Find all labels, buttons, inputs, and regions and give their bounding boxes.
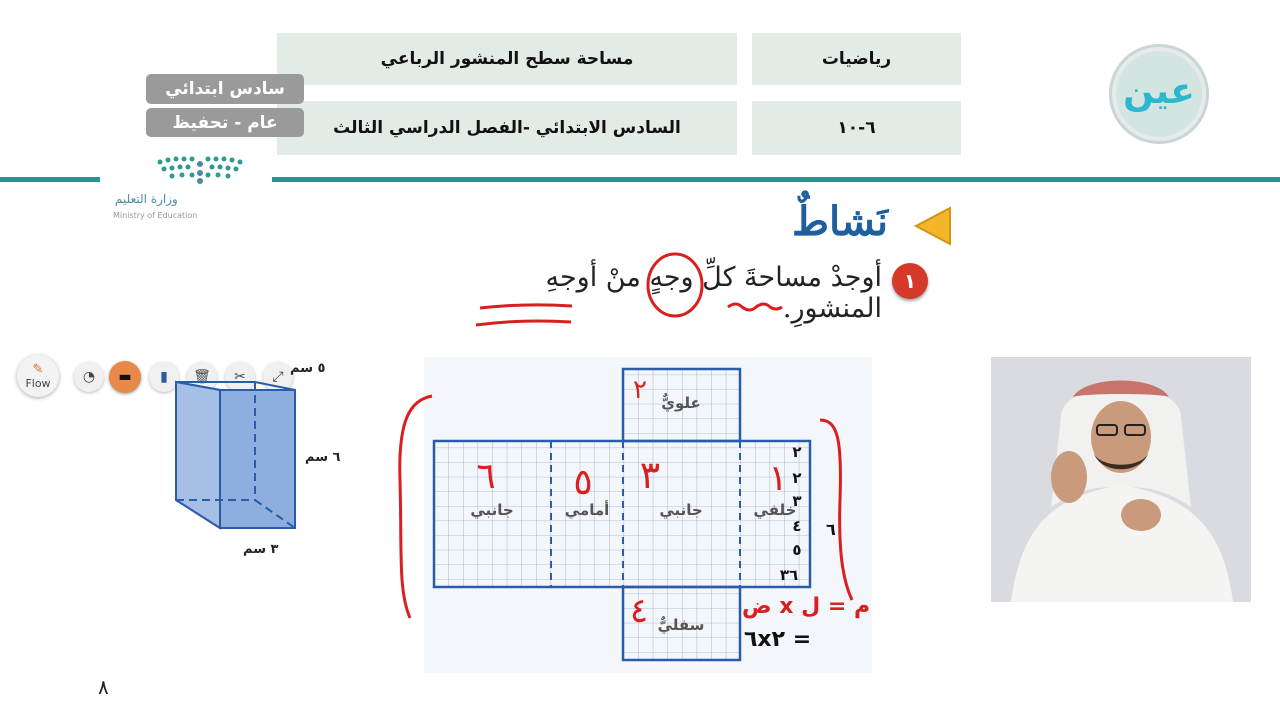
arrow-icon [912, 204, 952, 248]
channel-logo [1109, 44, 1209, 144]
count-item: ٤ [792, 517, 802, 535]
question-text: أوجدْ مساحةَ كلِّ وجهٍ منْ أوجهِ المنشورِ. [545, 262, 882, 324]
prism-dim-bottom: ٣ سم [243, 542, 279, 557]
face-top-label: علويٌّ [661, 394, 701, 412]
page-number: ٨ [98, 675, 109, 699]
flow-label: Flow [25, 377, 51, 390]
hand-number-back: ١ [768, 458, 788, 499]
face-back-label: خلفي [753, 501, 797, 519]
face-front-label: أمامي [564, 501, 610, 519]
clock-icon: ◔ [82, 369, 96, 385]
ministry-logo-icon [152, 152, 248, 186]
face-bottom-label: سفليٌّ [657, 616, 705, 634]
header-divider-right [272, 177, 1280, 182]
lesson-code: ٦-١٠ [752, 101, 961, 155]
interpreter-video [991, 357, 1251, 602]
channel-logo-text: عين [1123, 71, 1195, 112]
interpreter-figure [991, 357, 1251, 602]
area-calc: = ٦x٢ [744, 627, 812, 652]
subject-label: رياضيات [752, 33, 961, 85]
clock-button[interactable] [74, 362, 104, 392]
activity-title: نَشاطٌ [792, 198, 888, 245]
face-side-middle-label: جانبي [659, 501, 703, 519]
pen-icon: ✎ [32, 362, 44, 377]
marker-icon: ▮ [160, 369, 168, 385]
hand-number-top: ٢ [633, 375, 647, 405]
flow-button[interactable] [17, 355, 59, 397]
scissors-icon: ✂ [234, 369, 246, 385]
ministry-name-en: Ministry of Education [113, 211, 198, 220]
hand-number-bottom: ٤ [629, 591, 649, 631]
hand-number-front: ٥ [573, 462, 593, 503]
prism-dim-right: ٦ سم [305, 450, 341, 465]
trash-icon: 🗑 [193, 369, 211, 385]
question-number: ١ [892, 263, 928, 299]
track-tag: عام - تحفيظ [146, 108, 304, 137]
count-item: ٢ [792, 469, 802, 487]
count-item: ٣٦ [779, 566, 799, 584]
question-annotations [450, 245, 900, 335]
hand-number-left: ٦ [476, 456, 496, 497]
lesson-title: مساحة سطح المنشور الرباعي [277, 33, 737, 85]
count-item: ٣ [792, 492, 802, 510]
count-item: ٥ [792, 541, 802, 559]
count-item: ٢ [792, 443, 802, 461]
header-divider-left [0, 177, 100, 182]
eraser-button[interactable] [109, 361, 141, 393]
area-formula: م = ل x ض [742, 594, 871, 619]
ministry-name-ar: وزارة التعليم [115, 192, 178, 206]
prism-dim-top: ٥ سم [290, 361, 326, 376]
eraser-icon: ▬ [118, 369, 132, 385]
face-side-left-label: جانبي [470, 501, 514, 519]
prism-figure [170, 360, 305, 535]
hand-number-middle: ٣ [639, 453, 661, 497]
grade-tag: سادس ابتدائي [146, 74, 304, 104]
resize-icon: ⤢ [272, 369, 284, 385]
grade-term-label: السادس الابتدائي -الفصل الدراسي الثالث [277, 101, 737, 155]
side-length-six: ٦ [826, 520, 836, 539]
